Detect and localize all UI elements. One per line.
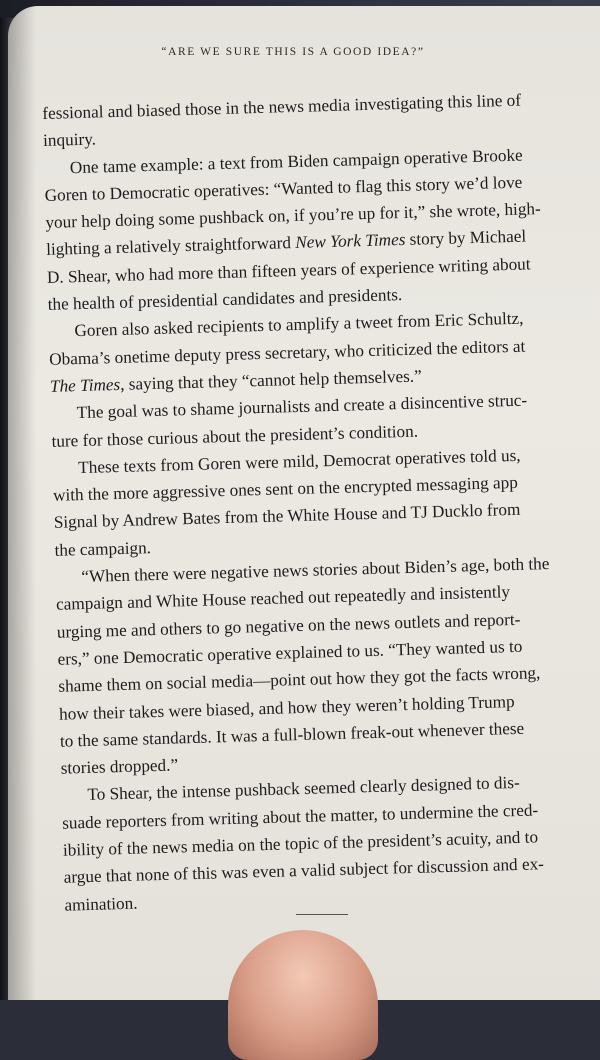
text-line: These texts from Goren were mild, Democrat operatives told us, — [78, 445, 521, 477]
publication-title: The Times — [49, 374, 121, 396]
gutter-shade — [8, 6, 36, 1000]
text-line: Goren also asked recipients to amplify a tweet from Eric Schultz, — [74, 309, 524, 341]
text-line: shame them on social media—point out how they got the facts wrong, — [58, 663, 541, 697]
book-page — [8, 6, 600, 1000]
text-line: the campaign. — [54, 537, 152, 560]
text-line: campaign and White House reached out repeatedly and insistently — [55, 582, 511, 615]
text-segment: story by Michael — [405, 227, 527, 250]
text-line: your help doing some pushback on, if you’re up for it,” she wrote, high- — [45, 199, 541, 233]
text-line: ibility of the news media on the topic of the president’s acuity, and to — [62, 827, 539, 860]
text-line: amination. — [64, 893, 138, 915]
text-line: ture for those curious about the president’s condition. — [51, 421, 419, 451]
body-text — [42, 86, 565, 919]
text-line: Obama’s onetime deputy press secretary, who criticized the editors at — [48, 336, 526, 369]
text-line: One tame example: a text from Biden campaign operative Brooke — [69, 145, 523, 177]
text-line: with the more aggressive ones sent on the encrypted messaging app — [52, 473, 519, 505]
text-line: how their takes were biased, and how they weren’t holding Trump — [58, 691, 515, 724]
text-segment: , saying that they “cannot help themselves.” — [119, 366, 422, 394]
text-segment: lighting a relatively straightforward — [45, 233, 296, 260]
text-line: urging me and others to go negative on the news outlets and report- — [56, 609, 521, 642]
text-line: ers,” one Democratic operative explained to us. “They wanted us to — [57, 636, 523, 669]
text-line: the health of presidential candidates and presidents. — [47, 285, 403, 314]
text-line: stories dropped.” — [60, 755, 179, 778]
text-line: to the same standards. It was a full-blown freak-out whenever these — [59, 718, 525, 751]
publication-title: New York Times — [294, 230, 406, 253]
footer-rule — [296, 914, 348, 915]
text-line: Signal by Andrew Bates from the White House and TJ Ducklo from — [53, 500, 521, 533]
text-line: Goren to Democratic operatives: “Wanted to flag this story we’d love — [44, 172, 523, 205]
text-line: argue that none of this was even a valid subject for discussion and ex- — [63, 854, 545, 888]
text-line: D. Shear, who had more than fifteen years of experience writing about — [46, 254, 531, 287]
text-line: fessional and biased those in the news media investigating this line of — [42, 90, 522, 123]
text-line: The goal was to shame journalists and create a disincentive struc- — [76, 390, 528, 423]
text-line: suade reporters from writing about the matter, to undermine the cred- — [61, 800, 539, 833]
text-line: inquiry. — [42, 129, 97, 151]
running-header: “ARE WE SURE THIS IS A GOOD IDEA?” — [161, 46, 425, 58]
text-line: To Shear, the intense pushback seemed clearly designed to dis- — [87, 773, 520, 805]
text-line: “When there were negative news stories about Biden’s age, both the — [81, 554, 550, 587]
